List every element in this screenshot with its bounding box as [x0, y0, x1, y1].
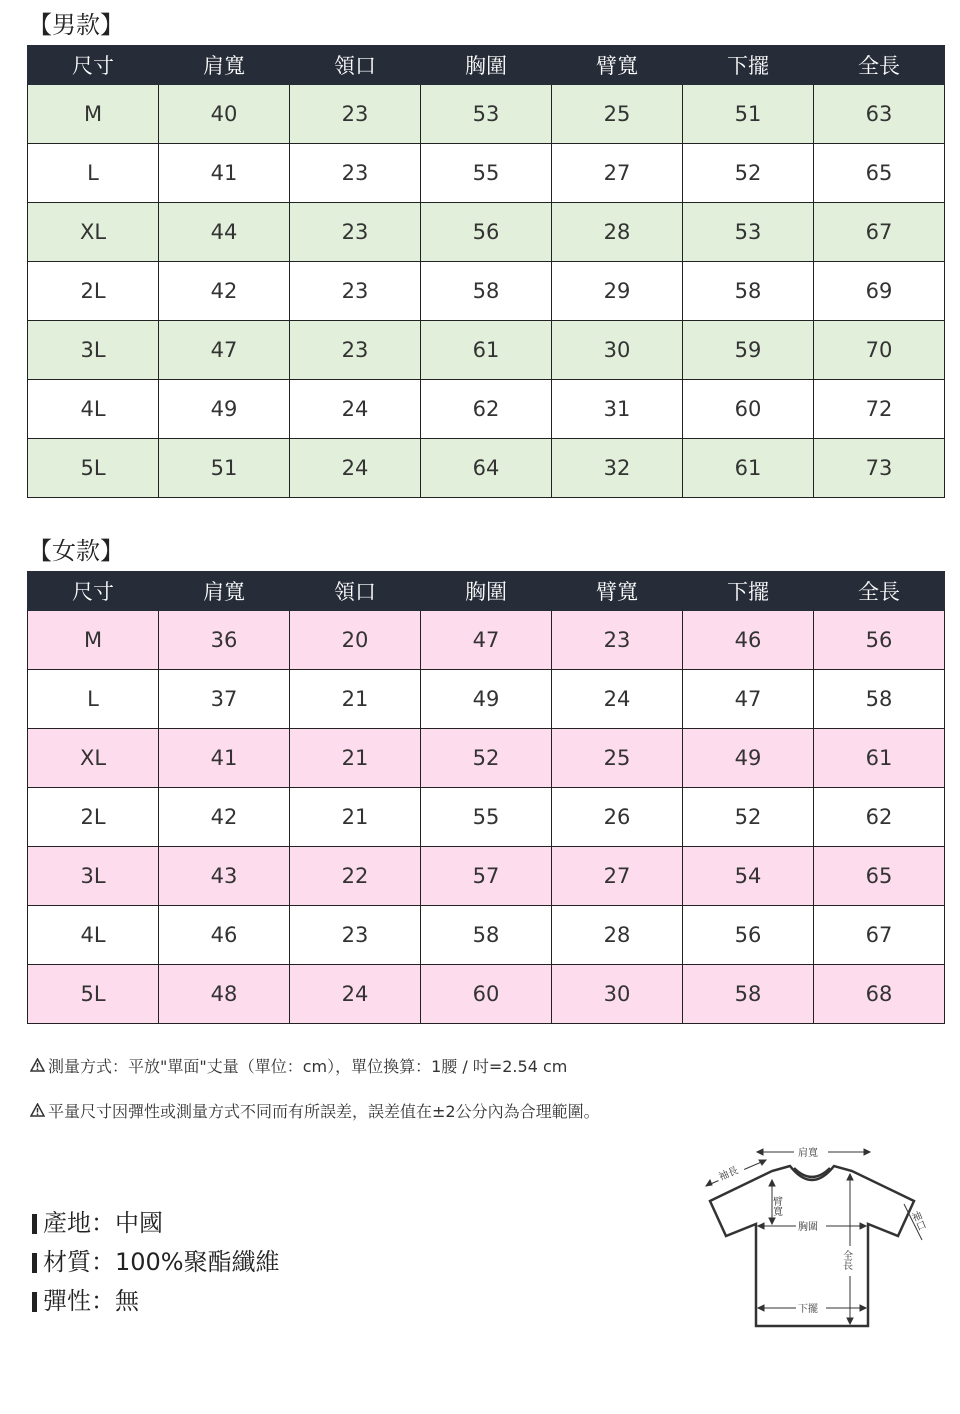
women-column-header: 領口 [290, 572, 421, 611]
measurement-cell: 55 [421, 144, 552, 203]
measurement-cell: 58 [421, 906, 552, 965]
measurement-cell: 24 [552, 670, 683, 729]
measurement-cell: 29 [552, 262, 683, 321]
size-label-cell: 4L [28, 380, 159, 439]
measurement-cell: 23 [290, 203, 421, 262]
measurement-cell: 52 [421, 729, 552, 788]
men-section-title: 【男款】 [28, 11, 124, 39]
measurement-cell: 23 [290, 906, 421, 965]
measurement-cell: 27 [552, 144, 683, 203]
diagram-label-chest: 胸圍 [798, 1222, 818, 1233]
size-label-cell: 5L [28, 965, 159, 1024]
size-label-cell: M [28, 85, 159, 144]
measurement-cell: 64 [421, 439, 552, 498]
size-label-cell: 3L [28, 847, 159, 906]
measurement-cell: 43 [159, 847, 290, 906]
size-label-cell: XL [28, 203, 159, 262]
measurement-cell: 58 [814, 670, 945, 729]
measurement-cell: 32 [552, 439, 683, 498]
bullet-bar [32, 1214, 37, 1234]
diagram-label-length: 全長 [840, 1250, 852, 1270]
women-column-header: 胸圍 [421, 572, 552, 611]
table-row [28, 906, 945, 965]
table-row [28, 203, 945, 262]
measurement-cell: 73 [814, 439, 945, 498]
measurement-cell: 60 [683, 380, 814, 439]
product-spec-list [32, 1204, 280, 1321]
measurement-cell: 23 [290, 321, 421, 380]
measurement-cell: 48 [159, 965, 290, 1024]
measurement-cell: 23 [290, 262, 421, 321]
size-label-cell: 3L [28, 321, 159, 380]
spec-elasticity-text: 彈性：無 [43, 1287, 139, 1315]
men-table-body [28, 85, 945, 498]
measurement-cell: 58 [683, 262, 814, 321]
women-header-row [28, 572, 945, 611]
measurement-note-text: 測量方式：平放"單面"丈量（單位：cm），單位換算：1腰 / 吋=2.54 cm [48, 1057, 568, 1076]
table-row [28, 670, 945, 729]
measurement-cell: 23 [290, 85, 421, 144]
tshirt-measurement-diagram [700, 1138, 940, 1330]
measurement-cell: 28 [552, 906, 683, 965]
table-row [28, 788, 945, 847]
spec-origin-text: 產地：中國 [43, 1209, 163, 1237]
measurement-cell: 40 [159, 85, 290, 144]
women-column-header: 尺寸 [28, 572, 159, 611]
measurement-cell: 51 [683, 85, 814, 144]
measurement-cell: 21 [290, 788, 421, 847]
measurement-cell: 28 [552, 203, 683, 262]
size-label-cell: 2L [28, 788, 159, 847]
measurement-cell: 27 [552, 847, 683, 906]
table-row [28, 144, 945, 203]
measurement-cell: 47 [683, 670, 814, 729]
size-label-cell: L [28, 144, 159, 203]
women-column-header: 全長 [814, 572, 945, 611]
measurement-cell: 53 [421, 85, 552, 144]
measurement-cell: 56 [814, 611, 945, 670]
measurement-cell: 46 [683, 611, 814, 670]
measurement-cell: 20 [290, 611, 421, 670]
measurement-cell: 56 [683, 906, 814, 965]
measurement-cell: 49 [421, 670, 552, 729]
measurement-cell: 36 [159, 611, 290, 670]
bullet-bar [32, 1292, 37, 1312]
measurement-cell: 57 [421, 847, 552, 906]
table-row [28, 729, 945, 788]
measurement-cell: 47 [421, 611, 552, 670]
spec-material-text: 材質：100%聚酯纖維 [43, 1248, 280, 1276]
table-row [28, 85, 945, 144]
table-row [28, 321, 945, 380]
men-column-header: 全長 [814, 46, 945, 85]
diagram-label-shoulder: 肩寬 [798, 1148, 818, 1159]
size-label-cell: 4L [28, 906, 159, 965]
measurement-cell: 63 [814, 85, 945, 144]
measurement-cell: 67 [814, 906, 945, 965]
table-row [28, 847, 945, 906]
measurement-cell: 69 [814, 262, 945, 321]
men-column-header: 肩寬 [159, 46, 290, 85]
measurement-cell: 54 [683, 847, 814, 906]
size-label-cell: XL [28, 729, 159, 788]
measurement-cell: 42 [159, 788, 290, 847]
measurement-cell: 65 [814, 144, 945, 203]
measurement-cell: 61 [814, 729, 945, 788]
size-label-cell: 2L [28, 262, 159, 321]
measurement-cell: 65 [814, 847, 945, 906]
measurement-cell: 62 [421, 380, 552, 439]
measurement-cell: 49 [683, 729, 814, 788]
measurement-cell: 47 [159, 321, 290, 380]
spec-origin [32, 1204, 280, 1243]
men-column-header: 下擺 [683, 46, 814, 85]
men-size-table [27, 45, 945, 498]
measurement-cell: 56 [421, 203, 552, 262]
measurement-cell: 30 [552, 321, 683, 380]
measurement-cell: 21 [290, 729, 421, 788]
measurement-cell: 59 [683, 321, 814, 380]
spec-elasticity [32, 1282, 280, 1321]
measurement-cell: 61 [421, 321, 552, 380]
women-column-header: 肩寬 [159, 572, 290, 611]
diagram-label-arm: 臂寬 [770, 1196, 782, 1216]
measurement-cell: 67 [814, 203, 945, 262]
table-row [28, 965, 945, 1024]
measurement-cell: 60 [421, 965, 552, 1024]
warning-icon [30, 1102, 48, 1121]
measurement-cell: 22 [290, 847, 421, 906]
diagram-label-hem: 下擺 [798, 1304, 818, 1315]
size-label-cell: M [28, 611, 159, 670]
measurement-cell: 61 [683, 439, 814, 498]
measurement-cell: 52 [683, 144, 814, 203]
men-column-header: 尺寸 [28, 46, 159, 85]
women-size-table [27, 571, 945, 1024]
measurement-cell: 25 [552, 85, 683, 144]
measurement-cell: 55 [421, 788, 552, 847]
measurement-cell: 68 [814, 965, 945, 1024]
table-row [28, 380, 945, 439]
measurement-cell: 53 [683, 203, 814, 262]
spec-material [32, 1243, 280, 1282]
diagram-label-sleeve: 袖長 [717, 1165, 741, 1184]
measurement-cell: 25 [552, 729, 683, 788]
women-section-title: 【女款】 [28, 537, 124, 565]
men-header-row [28, 46, 945, 85]
measurement-cell: 41 [159, 144, 290, 203]
measurement-cell: 21 [290, 670, 421, 729]
women-table-body [28, 611, 945, 1024]
table-row [28, 262, 945, 321]
measurement-cell: 41 [159, 729, 290, 788]
table-row [28, 439, 945, 498]
men-column-header: 胸圍 [421, 46, 552, 85]
measurement-cell: 23 [552, 611, 683, 670]
measurement-cell: 46 [159, 906, 290, 965]
women-column-header: 下擺 [683, 572, 814, 611]
measurement-cell: 51 [159, 439, 290, 498]
measurement-note [30, 1054, 567, 1077]
measurement-cell: 37 [159, 670, 290, 729]
measurement-cell: 58 [421, 262, 552, 321]
tolerance-note-text: 平量尺寸因彈性或測量方式不同而有所誤差，誤差值在±2公分內為合理範圍。 [48, 1102, 600, 1121]
measurement-cell: 24 [290, 439, 421, 498]
men-column-header: 領口 [290, 46, 421, 85]
size-label-cell: L [28, 670, 159, 729]
tolerance-note [30, 1099, 600, 1122]
measurement-cell: 58 [683, 965, 814, 1024]
measurement-cell: 31 [552, 380, 683, 439]
measurement-cell: 72 [814, 380, 945, 439]
measurement-cell: 52 [683, 788, 814, 847]
warning-icon [30, 1057, 48, 1076]
measurement-cell: 70 [814, 321, 945, 380]
measurement-cell: 49 [159, 380, 290, 439]
measurement-cell: 30 [552, 965, 683, 1024]
diagram-label-cuff: 袖口 [908, 1210, 927, 1233]
measurement-cell: 26 [552, 788, 683, 847]
measurement-cell: 62 [814, 788, 945, 847]
bullet-bar [32, 1253, 37, 1273]
men-column-header: 臂寬 [552, 46, 683, 85]
measurement-cell: 24 [290, 380, 421, 439]
size-label-cell: 5L [28, 439, 159, 498]
measurement-cell: 44 [159, 203, 290, 262]
measurement-cell: 23 [290, 144, 421, 203]
table-row [28, 611, 945, 670]
women-column-header: 臂寬 [552, 572, 683, 611]
measurement-cell: 24 [290, 965, 421, 1024]
measurement-cell: 42 [159, 262, 290, 321]
